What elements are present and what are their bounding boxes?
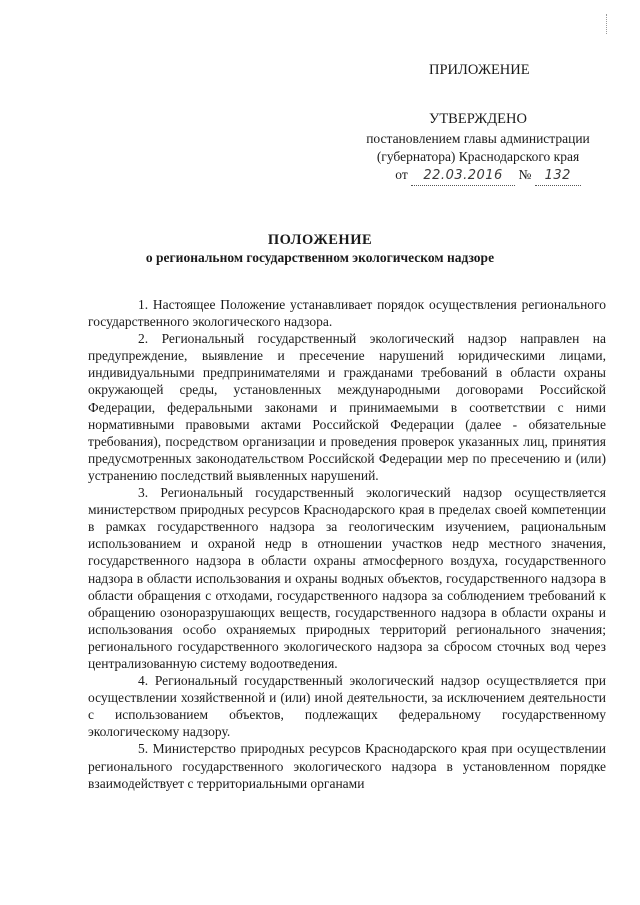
paragraph-1: 1. Настоящее Положение устанавливает порядок осуществления регионального государственного экологического надзора. bbox=[88, 297, 606, 330]
handwritten-date: 22.03.2016 bbox=[411, 167, 515, 186]
document-subtitle: о региональном государственном экологическом надзоре bbox=[145, 250, 495, 265]
approved-label: УТВЕРЖДЕНО bbox=[429, 111, 527, 127]
document-title: ПОЛОЖЕНИЕ bbox=[267, 232, 373, 248]
number-prefix: № bbox=[518, 167, 532, 182]
paragraph-2: 2. Региональный государственный экологический надзор направлен на предупреждение, выявление и пресечение нарушений юридическими лицами, индивидуальными предпринимателями и гражданами требований в области охраны окружающей среды, установленных международными договорами Российской Федерации, федеральными законами и принимаемыми в соответствии с ними нормативными правовыми актами Российской Федерации (далее - обязательные требования), посредством организации и проведения проверок указанных лиц, принятия предусмотренных законодательством Российской Федерации мер по пресечению и (или) устранению последствий выявленных нарушений. bbox=[88, 331, 606, 483]
scan-mark bbox=[606, 14, 610, 34]
paragraph-4: 4. Региональный государственный экологический надзор осуществляется при осуществлении хозяйственной и (или) иной деятельности, за исключением деятельности с использованием объектов, подлежащих федеральному государственному экологическому надзору. bbox=[88, 673, 606, 740]
paragraph-5: 5. Министерство природных ресурсов Краснодарского края при осуществлении регионального государственного экологического надзора в установленном порядке взаимодействует с территориальными органами bbox=[88, 741, 606, 791]
handwritten-number: 132 bbox=[535, 167, 581, 186]
appendix-label: ПРИЛОЖЕНИЕ bbox=[429, 62, 530, 78]
date-number-line bbox=[364, 166, 612, 186]
approval-stamp-block bbox=[344, 110, 612, 186]
approved-by-line-1: постановлением главы администрации bbox=[366, 131, 590, 146]
date-prefix: от bbox=[395, 167, 408, 182]
approved-by-line-2: (губернатора) Краснодарского края bbox=[376, 149, 580, 164]
document-body bbox=[88, 296, 606, 792]
paragraph-3: 3. Региональный государственный экологический надзор осуществляется министерством природных ресурсов Краснодарского края в пределах своей компетенции в рамках государственного надзора за геологическим изучением, рациональным использованием и охраной недр в отношении участков недр местного значения, государственного надзора в области охраны атмосферного воздуха, государственного надзора в области использования и охраны водных объектов, государственного надзора в области обращения с отходами, государственного надзора за соблюдением требований к обращению озоноразрушающих веществ, государственного надзора в области охраны и использования особо охраняемых природных территорий регионального значения; регионального государственного экологического надзора за сбросом сточных вод через централизованную систему водоотведения. bbox=[88, 485, 606, 671]
